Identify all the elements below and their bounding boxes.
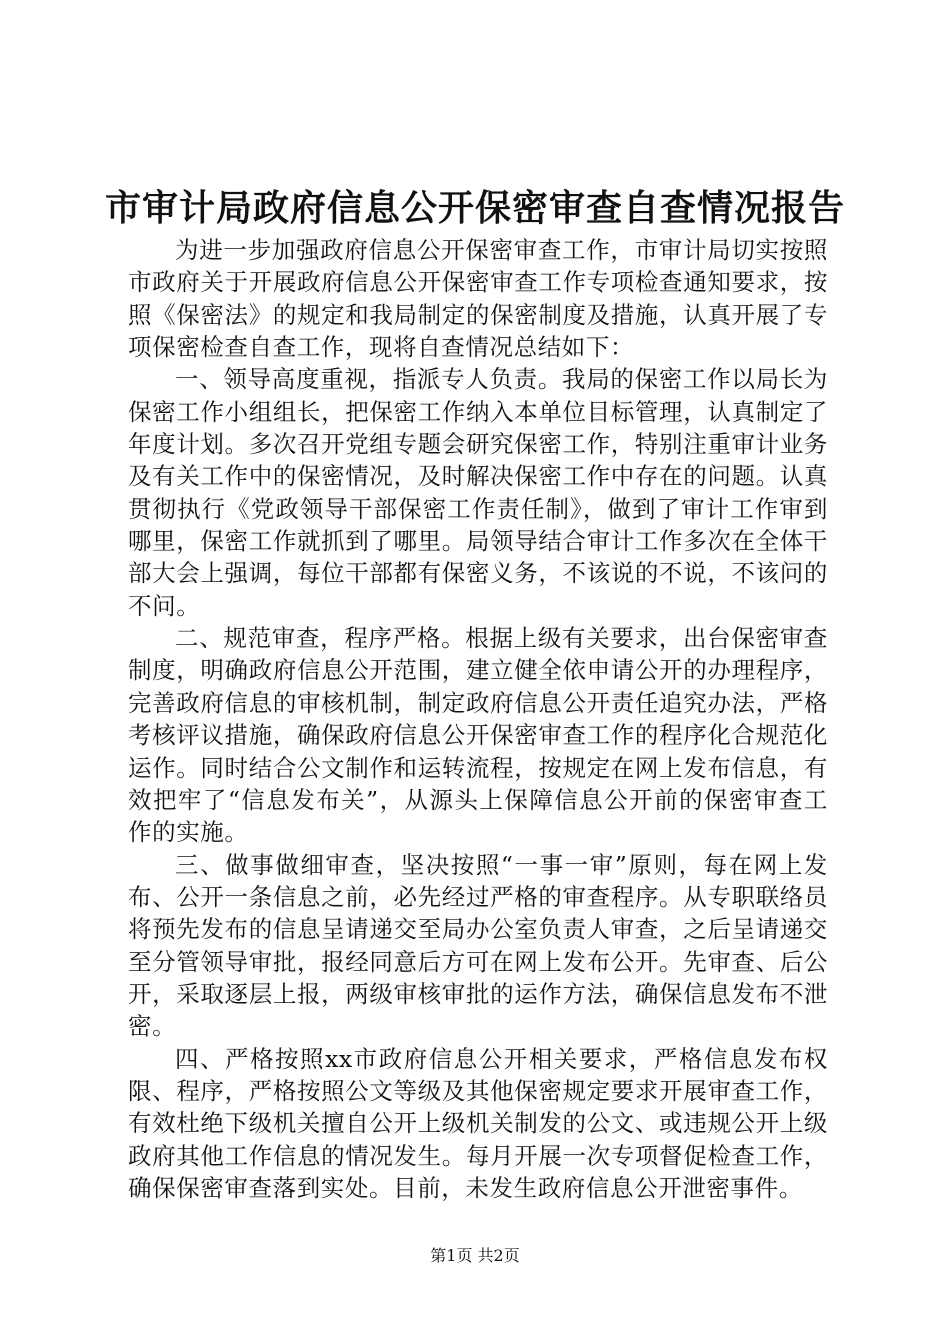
page-number-footer: 第1页 共2页 bbox=[430, 1246, 520, 1265]
paragraph-section-4: 四、严格按照xx市政府信息公开相关要求，严格信息发布权限、程序，严格按照公文等级及其他保密规定要求开展审查工作，有效杜绝下级机关擅自公开上级机关制发的公文、或违规公开上级政府其他工作信息的情况发生。每月开展一次专项督促检查工作，确保保密审查落到实处。目前，未发生政府信息公开泄密事件。 bbox=[128, 1044, 828, 1202]
document-title: 市审计局政府信息公开保密审查自查情况报告 bbox=[104, 187, 845, 229]
paragraph-section-2: 二、规范审查，程序严格。根据上级有关要求，出台保密审查制度，明确政府信息公开范围，建立健全依申请公开的办理程序，完善政府信息的审核机制，制定政府信息公开责任追究办法，严格考核评议措施，确保政府信息公开保密审查工作的程序化合规范化运作。同时结合公文制作和运转流程，按规定在网上发布信息，有效把牢了“信息发布关”，从源头上保障信息公开前的保密审查工作的实施。 bbox=[128, 624, 828, 847]
paragraph-section-1: 一、领导高度重视，指派专人负责。我局的保密工作以局长为保密工作小组组长，把保密工作纳入本单位目标管理，认真制定了年度计划。多次召开党组专题会研究保密工作，特别注重审计业务及有关工作中的保密情况，及时解决保密工作中存在的问题。认真贯彻执行《党政领导干部保密工作责任制》，做到了审计工作审到哪里，保密工作就抓到了哪里。局领导结合审计工作多次在全体干部大会上强调，每位干部都有保密义务，不该说的不说，不该问的不问。 bbox=[128, 365, 828, 620]
paragraph-section-3: 三、做事做细审查，坚决按照“一事一审”原则，每在网上发布、公开一条信息之前，必先经过严格的审查程序。从专职联络员将预先发布的信息呈请递交至局办公室负责人审查，之后呈请递交至分管领导审批，报经同意后方可在网上发布公开。先审查、后公开，采取逐层上报，两级审核审批的运作方法，确保信息发布不泄密。 bbox=[128, 850, 828, 1041]
paragraph-intro: 为进一步加强政府信息公开保密审查工作，市审计局切实按照市政府关于开展政府信息公开保密审查工作专项检查通知要求，按照《保密法》的规定和我局制定的保密制度及措施，认真开展了专项保密检查自查工作，现将自查情况总结如下： bbox=[128, 236, 828, 362]
document-body bbox=[128, 234, 828, 1204]
